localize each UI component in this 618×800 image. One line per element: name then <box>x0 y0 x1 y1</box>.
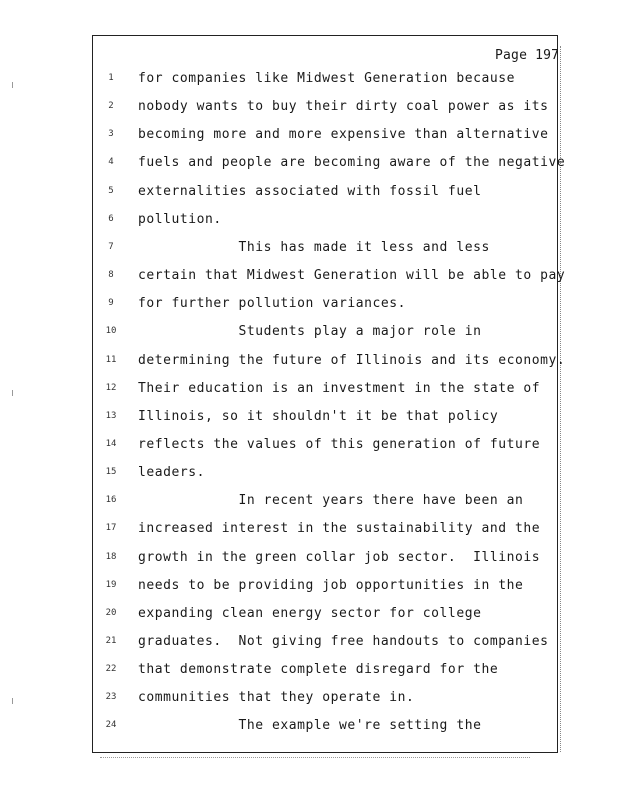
line-text: increased interest in the sustainability and the <box>138 521 541 536</box>
line-text: This has made it less and less <box>138 240 490 255</box>
line-number: 8 <box>108 270 114 280</box>
line-text: graduates. Not giving free handouts to companies <box>138 634 549 649</box>
line-text: for companies like Midwest Generation because <box>138 71 515 86</box>
line-text: Students play a major role in <box>138 324 482 339</box>
line-number: 24 <box>105 720 117 730</box>
line-text: pollution. <box>138 212 222 227</box>
line-text: growth in the green collar job sector. Illinois <box>138 550 541 565</box>
line-number: 21 <box>105 636 117 646</box>
scan-margin-mark <box>12 698 16 704</box>
line-number: 18 <box>105 552 117 562</box>
line-number: 19 <box>105 580 117 590</box>
line-number: 17 <box>105 523 117 533</box>
line-number: 15 <box>105 467 117 477</box>
line-number: 6 <box>108 214 114 224</box>
line-text: becoming more and more expensive than alternative <box>138 127 549 142</box>
line-text: expanding clean energy sector for college <box>138 606 482 621</box>
scan-margin-mark <box>12 82 16 88</box>
line-number: 22 <box>105 664 117 674</box>
line-number: 5 <box>108 186 114 196</box>
line-text: reflects the values of this generation of future <box>138 437 541 452</box>
line-text: Illinois, so it shouldn't it be that policy <box>138 409 499 424</box>
scan-margin-mark <box>12 390 16 396</box>
line-number: 9 <box>108 298 114 308</box>
line-text: In recent years there have been an <box>138 493 524 508</box>
line-text: communities that they operate in. <box>138 690 415 705</box>
line-text: fuels and people are becoming aware of the negative <box>138 155 566 170</box>
line-text: nobody wants to buy their dirty coal power as its <box>138 99 549 114</box>
line-text: that demonstrate complete disregard for the <box>138 662 499 677</box>
line-text: leaders. <box>138 465 206 480</box>
line-number: 14 <box>105 439 117 449</box>
page-number: Page 197 <box>495 48 560 63</box>
line-number: 10 <box>105 326 117 336</box>
line-text: determining the future of Illinois and its economy. <box>138 353 566 368</box>
line-number: 20 <box>105 608 117 618</box>
line-number: 11 <box>105 355 117 365</box>
line-number: 1 <box>108 73 114 83</box>
line-text: for further pollution variances. <box>138 296 407 311</box>
line-number: 12 <box>105 383 117 393</box>
line-text: certain that Midwest Generation will be able to pay <box>138 268 566 283</box>
scan-bottom-edge <box>100 757 530 759</box>
line-number: 4 <box>108 157 114 167</box>
line-number: 2 <box>108 101 114 111</box>
line-number: 13 <box>105 411 117 421</box>
line-number: 3 <box>108 129 114 139</box>
line-text: The example we're setting the <box>138 718 482 733</box>
line-text: needs to be providing job opportunities in the <box>138 578 524 593</box>
line-text: Their education is an investment in the state of <box>138 381 541 396</box>
line-text: externalities associated with fossil fuel <box>138 184 482 199</box>
line-number: 16 <box>105 495 117 505</box>
line-number: 7 <box>108 242 114 252</box>
line-number: 23 <box>105 692 117 702</box>
